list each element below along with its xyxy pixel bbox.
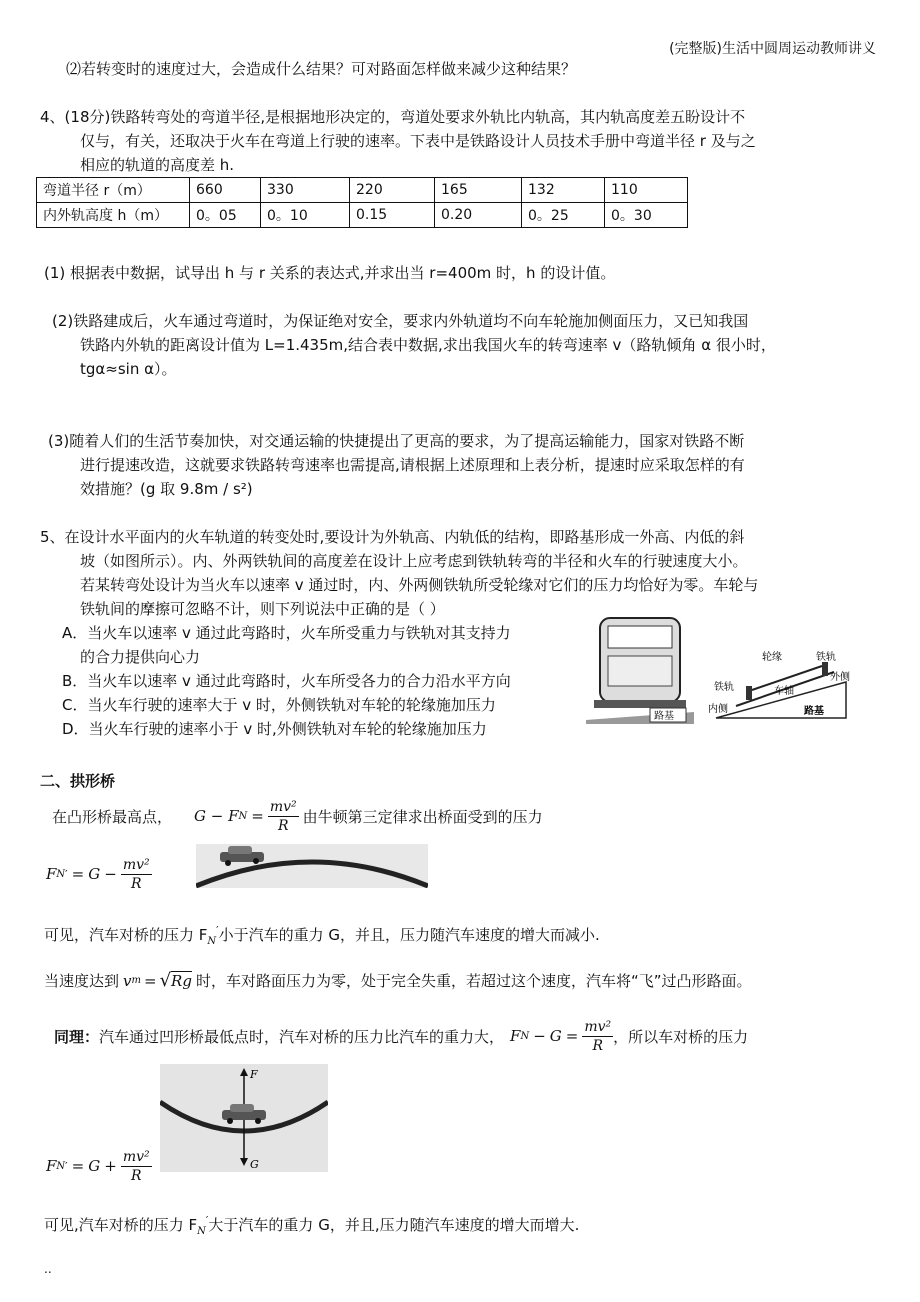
concave-conclusion: 可见,汽车对桥的压力 $F_N'$大于汽车的重力 G，并且,压力随汽车速度的增大而增大.: [44, 1214, 580, 1237]
table-cell: 0。30: [605, 203, 688, 228]
option-a-l1: A．当火车以速率 v 通过此弯路时，火车所受重力与铁轨对其支持力: [62, 624, 511, 642]
lunyuan-label: 轮缘: [762, 652, 782, 663]
q4-part2-l3: tgα≈sin α）。: [80, 360, 177, 378]
q4-part3-l2: 进行提速改造，这就要求铁路转弯速率也需提高,请根据上述原理和上表分析，提速时应采取怎样的有: [80, 456, 745, 474]
section2-title: 二、拱形桥: [40, 772, 116, 790]
table-cell: 165: [435, 178, 522, 203]
neice-label: 内侧: [708, 704, 728, 715]
q4-part3-l1: (3)随着人们的生活节奏加快，对交通运输的快捷提出了更高的要求，为了提高运输能力，国家对铁路不断: [48, 432, 745, 450]
q4-line3: 相应的轨道的高度差 h.: [80, 156, 235, 174]
table-cell: 0。25: [522, 203, 605, 228]
table-cell: 330: [261, 178, 350, 203]
convex-bridge-figure: [196, 844, 428, 888]
footer-dots: ..: [44, 1262, 52, 1276]
table-cell: 132: [522, 178, 605, 203]
row-label: 内外轨高度 h（m）: [37, 203, 190, 228]
luji-label-2: 路基: [804, 706, 824, 717]
convex-text-post: 由牛顿第三定律求出桥面受到的压力: [302, 807, 543, 826]
q3-part2: ⑵若转变时的速度过大，会造成什么结果？可对路面怎样做来减少这种结果？: [66, 60, 577, 78]
luji-label-1: 路基: [654, 711, 674, 722]
convex-eq-line: 在凸形桥最高点， G − F N = $\frac{\text{mv²}}{R}$ 由牛顿第三定律求出桥面受到的压力: [52, 798, 543, 834]
chezhou-label: 车轴: [774, 686, 794, 697]
page-header: (完整版)生活中圆周运动教师讲义: [669, 41, 876, 57]
table-cell: 0。05: [190, 203, 261, 228]
table-cell: 110: [605, 178, 688, 203]
tiegui-left-label: 铁轨: [714, 682, 734, 693]
convex-result-eq: F N ′ = G − $\frac{\text{mv²}}{R}$: [46, 856, 150, 892]
q5-line2: 坡（如图所示）。内、外两铁轨间的高度差在设计上应考虑到铁轨转弯的半径和火车的行驶速度大小。: [80, 552, 748, 570]
force-f-label: F: [250, 1068, 258, 1081]
q4-part2-l1: (2)铁路建成后，火车通过弯道时，为保证绝对安全，要求内外轨道均不向车轮施加侧面压力，又已知我国: [52, 312, 749, 330]
q5-line1: 5、在设计水平面内的火车轨道的转变处时,要设计为外轨高、内轨低的结构，即路基形成一外高、内低的斜: [40, 528, 745, 546]
option-d: D．当火车行驶的速率小于 v 时,外侧铁轨对车轮的轮缘施加压力: [62, 720, 487, 738]
train-front-figure: [586, 612, 694, 724]
q5-line4: 铁轨间的摩擦可忽略不计，则下列说法中正确的是（ ）: [80, 600, 445, 618]
convex-conclusion: 可见，汽车对桥的压力 $F_N'$小于汽车的重力 G，并且，压力随汽车速度的增大而减小.: [44, 924, 600, 947]
table-cell: 0.15: [350, 203, 435, 228]
option-c: C．当火车行驶的速率大于 v 时，外侧铁轨对车轮的轮缘施加压力: [62, 696, 496, 714]
table-cell: 0。10: [261, 203, 350, 228]
concave-result-eq: F N ′ = G + $\frac{\text{mv²}}{R}$: [46, 1148, 150, 1184]
q4-part2-l2: 铁路内外轨的距离设计值为 L=1.435m,结合表中数据,求出我国火车的转弯速率 v（路轨倾角 α 很小时，: [80, 336, 776, 354]
convex-text-pre: 在凸形桥最高点，: [52, 807, 173, 826]
waice-label: 外侧: [830, 672, 850, 683]
radius-height-table: [36, 177, 688, 228]
q4-part1: (1) 根据表中数据，试导出 h 与 r 关系的表达式,并求出当 r=400m 时，h 的设计值。: [44, 264, 616, 282]
table-row: [37, 203, 688, 228]
table-row: [37, 178, 688, 203]
max-speed-line: 当速度达到 v m = √ Rg 时，车对路面压力为零，处于完全失重，若超过这个速度，汽车将“飞”过凸形路面。: [44, 970, 752, 991]
table-cell: 220: [350, 178, 435, 203]
option-b: B．当火车以速率 v 通过此弯路时，火车所受各力的合力沿水平方向: [62, 672, 511, 690]
force-g-label: G: [250, 1158, 259, 1171]
tiegui-top-label: 铁轨: [816, 652, 836, 663]
eq-g-minus-f: G − F: [194, 807, 239, 825]
concave-line: 同理： 汽车通过凹形桥最低点时，汽车对桥的压力比汽车的重力大， F N − G = $\frac{\text{mv²}}{R}$ ，所以车对桥的压力: [54, 1018, 749, 1054]
q4-line1: 4、(18分)铁路转弯处的弯道半径,是根据地形决定的，弯道处要求外轨比内轨高，其内轨高度差五盼设计不: [40, 108, 746, 126]
concave-bridge-figure: [160, 1064, 328, 1172]
table-cell: 660: [190, 178, 261, 203]
track-section-figure: [706, 648, 856, 722]
row-label: 弯道半径 r（m）: [37, 178, 190, 203]
option-a-l2: 的合力提供向心力: [80, 648, 201, 666]
q5-line3: 若某转弯处设计为当火车以速率 v 通过时，内、外两侧铁轨所受轮缘对它们的压力均恰好为零。车轮与: [80, 576, 759, 594]
q4-line2: 仅与，有关，还取决于火车在弯道上行驶的速率。下表中是铁路设计人员技术手册中弯道半径 r 及与之: [80, 132, 756, 150]
fraction-mv2-r: $\frac{\text{mv²}}{R}$: [269, 798, 297, 834]
q4-part3-l3: 效措施？(g 取 9.8m / s²): [80, 480, 253, 498]
table-cell: 0.20: [435, 203, 522, 228]
